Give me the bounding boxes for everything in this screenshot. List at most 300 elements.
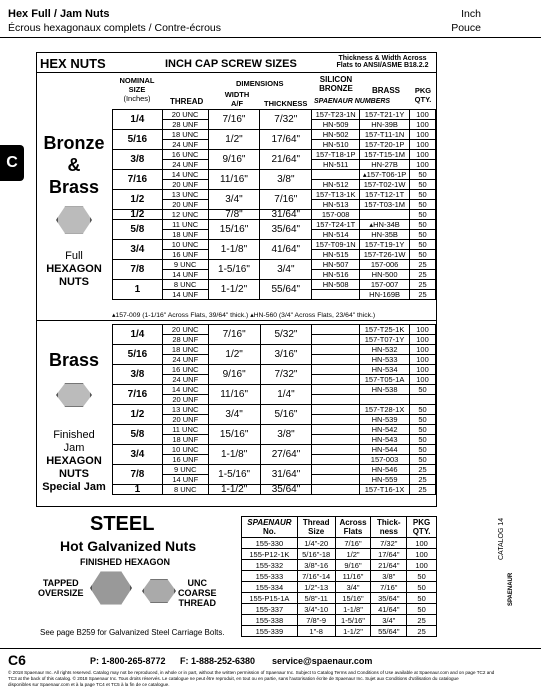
steel-cell: 1-1/2" — [335, 626, 371, 637]
thickness-cell: 7/16" — [260, 190, 312, 210]
width-cell: 1-1/2" — [208, 280, 260, 300]
silicon-bronze-cell: HN-514 — [312, 230, 360, 240]
size-cell: 1/4 — [113, 325, 163, 345]
silicon-bronze-cell — [312, 355, 360, 365]
steel-see-page: See page B259 for Galvanized Steel Carriage Bolts. — [40, 628, 225, 637]
silicon-bronze-cell — [312, 425, 360, 435]
width-cell: 9/16" — [208, 150, 260, 170]
thickness-cell: 41/64" — [260, 240, 312, 260]
width-cell: 1/2" — [208, 345, 260, 365]
silicon-bronze-cell: 157-T24-1T — [312, 220, 360, 230]
pkg-cell: 100 — [410, 150, 436, 160]
steel-col-pkg: PKG QTY. — [407, 517, 437, 538]
pkg-cell: 100 — [410, 140, 436, 150]
silicon-bronze-cell: HN-513 — [312, 200, 360, 210]
pkg-cell: 50 — [410, 455, 436, 465]
brass-cell: HN-533 — [360, 355, 410, 365]
brass-cell: 157-T15-1M — [360, 150, 410, 160]
silicon-bronze-cell — [312, 365, 360, 375]
size-cell: 7/8 — [113, 465, 163, 485]
main-title: HEX NUTS — [40, 56, 106, 71]
steel-cell: 3/4" — [371, 615, 407, 626]
steel-cell: 55/64" — [371, 626, 407, 637]
width-cell: 7/8" — [208, 210, 260, 220]
col-thickness: THICKNESS — [264, 99, 308, 108]
thickness-cell: 17/64" — [260, 130, 312, 150]
main-note: Thickness & Width Across Flats to ANSI/ASME B18.2.2 — [336, 55, 429, 69]
silicon-bronze-cell — [312, 290, 360, 300]
brass-cell: 157-T21-1Y — [360, 110, 410, 120]
pkg-cell: 25 — [410, 485, 436, 495]
pkg-cell: 100 — [410, 375, 436, 385]
brass-cell: HN-534 — [360, 365, 410, 375]
tapped-oversize-label: TAPPED OVERSIZE — [38, 578, 84, 598]
steel-cell: 1-5/16" — [335, 615, 371, 626]
steel-cell: 9/16" — [335, 560, 371, 571]
steel-cell: 155-332 — [242, 560, 298, 571]
brass-cell: HN-39B — [360, 120, 410, 130]
steel-cell: 7/16" — [371, 582, 407, 593]
pkg-cell: 100 — [410, 160, 436, 170]
size-cell: 5/8 — [113, 220, 163, 240]
pkg-cell: 50 — [410, 220, 436, 230]
width-cell: 1-5/16" — [208, 260, 260, 280]
silicon-bronze-cell — [312, 405, 360, 415]
table-row — [242, 604, 437, 615]
silicon-bronze-cell — [312, 325, 360, 335]
steel-cell: 50 — [407, 604, 437, 615]
table-row — [113, 365, 436, 375]
steel-cell: 1/4"-20 — [297, 538, 335, 549]
silicon-bronze-cell: HN-502 — [312, 130, 360, 140]
col-spaenaur-numbers: SPAENAUR NUMBERS — [314, 98, 391, 105]
pkg-cell: 50 — [410, 250, 436, 260]
brass-cell: 157-006 — [360, 260, 410, 270]
silicon-bronze-cell — [312, 435, 360, 445]
table-row — [113, 150, 436, 160]
thread-cell: 11 UNC — [162, 425, 208, 435]
pkg-cell: 50 — [410, 405, 436, 415]
pkg-cell: 50 — [410, 435, 436, 445]
footer-legal: © 2018 Spaenaur Inc. All rights reserved. Catalog may not be reproduced, in whole or in part, without the written permission of Spaenaur Inc. Subject to Catalog Terms and Conditions of Use available at Spaenaur.com and on page TC2 and TC3 at the back of this catalog. © 2018 Spaenaur Inc. Tous droits réservés. Le catalogue ne peut être reproduit, en tout ou en partie, sans l'autorisation écrite de Spaenaur Inc. Sujet aux Conditions d'utilisation du catalogue disponibles sur Spaenaur.com et à la page TC4 et TC5 à la fin de ce catalogue. — [8, 670, 495, 687]
pkg-cell: 100 — [410, 335, 436, 345]
steel-cell: 7/32" — [371, 538, 407, 549]
width-cell: 11/16" — [208, 385, 260, 405]
pkg-cell: 50 — [410, 240, 436, 250]
steel-cell: 35/64" — [371, 593, 407, 604]
brass-cell: ▴HN-34B — [360, 220, 410, 230]
table-row — [113, 170, 436, 180]
silicon-bronze-cell — [312, 385, 360, 395]
jam-hexagon-label: Finished Jam HEXAGON NUTS Special Jam — [42, 429, 106, 493]
size-cell: 1 — [113, 485, 163, 495]
silicon-bronze-cell: HN-509 — [312, 120, 360, 130]
steel-cell: 100 — [407, 549, 437, 560]
steel-cell: 3/4" — [335, 582, 371, 593]
steel-cell: 17/64" — [371, 549, 407, 560]
thread-cell: 14 UNC — [162, 170, 208, 180]
thickness-cell: 1/4" — [260, 385, 312, 405]
steel-cell: 155-330 — [242, 538, 298, 549]
pkg-cell: 25 — [410, 270, 436, 280]
silicon-bronze-cell — [312, 345, 360, 355]
thread-cell: 20 UNF — [162, 180, 208, 190]
bronze-table — [112, 109, 436, 300]
table-row — [113, 445, 436, 455]
width-cell: 9/16" — [208, 365, 260, 385]
table-row — [113, 425, 436, 435]
thread-cell: 8 UNC — [162, 280, 208, 290]
section-tab: C — [0, 145, 24, 181]
thickness-cell: 31/64" — [260, 465, 312, 485]
footer-fax: F: 1-888-252-6380 — [180, 656, 256, 666]
thread-cell: 28 UNF — [162, 120, 208, 130]
steel-cell: 50 — [407, 593, 437, 604]
width-cell: 1-1/8" — [208, 240, 260, 260]
table-row — [242, 615, 437, 626]
brass-cell: 157-T05-1A — [360, 375, 410, 385]
table-row — [113, 405, 436, 415]
silicon-bronze-cell: HN-511 — [312, 160, 360, 170]
width-cell: 1/2" — [208, 130, 260, 150]
width-cell: 1-1/8" — [208, 445, 260, 465]
bronze-footnote: ▴157-009 (1-1/16" Across Flats, 39/64" thick.) ▴HN-560 (3/4" Across Flats, 23/64" thick.) — [112, 312, 376, 319]
silicon-bronze-cell: HN-515 — [312, 250, 360, 260]
width-cell: 1-5/16" — [208, 465, 260, 485]
steel-cell: 155-338 — [242, 615, 298, 626]
thickness-cell: 5/16" — [260, 405, 312, 425]
table-row — [113, 485, 436, 495]
brass-cell: 157-T19-1Y — [360, 240, 410, 250]
silicon-bronze-cell: 157-T09-1N — [312, 240, 360, 250]
thread-cell: 16 UNC — [162, 365, 208, 375]
steel-cell: 3/8"-16 — [297, 560, 335, 571]
steel-cell: 5/8"-11 — [297, 593, 335, 604]
thread-cell: 16 UNF — [162, 250, 208, 260]
pkg-cell: 25 — [410, 475, 436, 485]
brass-cell: HN-542 — [360, 425, 410, 435]
bronze-brass-label: Bronze & Brass — [43, 133, 105, 197]
steel-cell: 50 — [407, 582, 437, 593]
thread-cell: 20 UNC — [162, 325, 208, 335]
col-silicon-bronze: SILICON BRONZE — [319, 75, 353, 93]
thickness-cell: 3/4" — [260, 260, 312, 280]
silicon-bronze-cell: 157-T23-1N — [312, 110, 360, 120]
size-cell: 1/4 — [113, 110, 163, 130]
size-cell: 7/8 — [113, 260, 163, 280]
col-pkg: PKG QTY. — [414, 86, 432, 104]
brass-cell — [360, 395, 410, 405]
unit-label-fr: Pouce — [451, 22, 481, 34]
steel-cell: 1"-8 — [297, 626, 335, 637]
thread-cell: 20 UNF — [162, 200, 208, 210]
table-row — [242, 560, 437, 571]
silicon-bronze-cell: 157-T18-1P — [312, 150, 360, 160]
pkg-cell: 50 — [410, 180, 436, 190]
thread-cell: 13 UNC — [162, 405, 208, 415]
brass-cell: 157-T25-1K — [360, 325, 410, 335]
pkg-cell: 50 — [410, 230, 436, 240]
pkg-cell: 100 — [410, 355, 436, 365]
silicon-bronze-cell: HN-510 — [312, 140, 360, 150]
unit-label: Inch — [461, 8, 481, 20]
size-cell: 3/8 — [113, 365, 163, 385]
thread-cell: 11 UNC — [162, 220, 208, 230]
table-row — [113, 325, 436, 335]
steel-cell: 155-333 — [242, 571, 298, 582]
thread-cell: 9 UNC — [162, 465, 208, 475]
silicon-bronze-cell: HN-508 — [312, 280, 360, 290]
table-row — [242, 549, 437, 560]
thread-cell: 16 UNF — [162, 455, 208, 465]
table-row — [242, 538, 437, 549]
silicon-bronze-cell — [312, 485, 360, 495]
steel-cell: 155-337 — [242, 604, 298, 615]
table-row — [113, 110, 436, 120]
col-thread: THREAD — [170, 97, 204, 106]
pkg-cell: 100 — [410, 110, 436, 120]
width-cell: 15/16" — [208, 220, 260, 240]
steel-cell: 50 — [407, 571, 437, 582]
silicon-bronze-cell — [312, 335, 360, 345]
page-title: Hex Full / Jam Nuts — [8, 8, 110, 20]
steel-cell: 7/8"-9 — [297, 615, 335, 626]
thickness-cell: 3/16" — [260, 345, 312, 365]
col-brass: BRASS — [372, 86, 401, 95]
thread-cell: 10 UNC — [162, 445, 208, 455]
brass-table — [112, 324, 436, 495]
table-row — [113, 385, 436, 395]
thread-cell: 14 UNF — [162, 290, 208, 300]
thread-cell: 9 UNC — [162, 260, 208, 270]
table-row — [113, 465, 436, 475]
steel-subtitle: Hot Galvanized Nuts — [60, 538, 197, 554]
brass-cell: HN-500 — [360, 270, 410, 280]
steel-cell: 3/4"-10 — [297, 604, 335, 615]
silicon-bronze-cell — [312, 415, 360, 425]
table-row — [113, 190, 436, 200]
brass-cell: 157-T07-1Y — [360, 335, 410, 345]
thread-cell: 18 UNC — [162, 345, 208, 355]
brass-cell: 157-T12-1T — [360, 190, 410, 200]
silicon-bronze-cell — [312, 465, 360, 475]
steel-cell: 155-334 — [242, 582, 298, 593]
table-row — [242, 571, 437, 582]
steel-col-thread: Thread Size — [297, 517, 335, 538]
pkg-cell: 50 — [410, 170, 436, 180]
table-row — [242, 582, 437, 593]
thickness-cell: 27/64" — [260, 445, 312, 465]
silicon-bronze-cell: HN-507 — [312, 260, 360, 270]
main-subtitle: INCH CAP SCREW SIZES — [165, 58, 297, 70]
width-cell: 3/4" — [208, 405, 260, 425]
full-hexagon-label: Full HEXAGON NUTS — [46, 250, 102, 288]
table-row — [242, 593, 437, 604]
brass-label: Brass — [48, 350, 100, 370]
brass-cell: 157-003 — [360, 455, 410, 465]
steel-cell: 155-P12-1K — [242, 549, 298, 560]
pkg-cell: 100 — [410, 130, 436, 140]
steel-cell: 15/16" — [335, 593, 371, 604]
brass-cell: HN-27B — [360, 160, 410, 170]
size-cell: 5/16 — [113, 130, 163, 150]
size-cell: 5/8 — [113, 425, 163, 445]
thickness-cell: 3/8" — [260, 170, 312, 190]
pkg-cell — [410, 395, 436, 405]
thread-cell: 14 UNF — [162, 270, 208, 280]
steel-col-thickness: Thick- ness — [371, 517, 407, 538]
steel-cell: 21/64" — [371, 560, 407, 571]
brass-cell: HN-544 — [360, 445, 410, 455]
steel-cell: 155-P15-1A — [242, 593, 298, 604]
silicon-bronze-cell: 157-T13-1K — [312, 190, 360, 200]
brass-cell: HN-538 — [360, 385, 410, 395]
silicon-bronze-cell: HN-512 — [312, 180, 360, 190]
brass-cell — [360, 210, 410, 220]
silicon-bronze-cell — [312, 170, 360, 180]
steel-cell: 25 — [407, 626, 437, 637]
footer-phone: P: 1-800-265-8772 — [90, 656, 166, 666]
width-cell: 3/4" — [208, 190, 260, 210]
brand-logo: SPAENAUR — [508, 572, 514, 606]
pkg-cell: 25 — [410, 260, 436, 270]
thread-cell: 24 UNF — [162, 355, 208, 365]
galv-nut-icon — [90, 570, 132, 606]
silicon-bronze-cell — [312, 455, 360, 465]
thread-cell: 14 UNC — [162, 385, 208, 395]
brass-cell: 157-T28-1X — [360, 405, 410, 415]
size-cell: 7/16 — [113, 170, 163, 190]
thickness-cell: 3/8" — [260, 425, 312, 445]
size-cell: 1/2 — [113, 405, 163, 425]
steel-cell: 1/2"-13 — [297, 582, 335, 593]
pkg-cell: 100 — [410, 365, 436, 375]
galv-nut-side-icon — [142, 578, 176, 604]
pkg-cell: 25 — [410, 465, 436, 475]
col-dimensions: DIMENSIONS — [236, 79, 284, 88]
width-cell: 7/16" — [208, 325, 260, 345]
thread-cell: 24 UNF — [162, 160, 208, 170]
brass-cell: 157-T26-1W — [360, 250, 410, 260]
size-cell: 1/2 — [113, 190, 163, 210]
pkg-cell: 100 — [410, 325, 436, 335]
size-cell: 1 — [113, 280, 163, 300]
size-cell: 1/2 — [113, 210, 163, 220]
brass-cell: ▴157-T06-1P — [360, 170, 410, 180]
table-row — [113, 260, 436, 270]
steel-col-across: Across Flats — [335, 517, 371, 538]
thread-cell: 20 UNF — [162, 395, 208, 405]
width-cell: 1-1/2" — [208, 485, 260, 495]
steel-title: STEEL — [90, 513, 155, 535]
pkg-cell: 25 — [410, 280, 436, 290]
brass-cell: 157-T16-1X — [360, 485, 410, 495]
brass-cell: HN-532 — [360, 345, 410, 355]
pkg-cell: 50 — [410, 210, 436, 220]
steel-cell: 100 — [407, 560, 437, 571]
thread-cell: 18 UNF — [162, 230, 208, 240]
thickness-cell: 7/32" — [260, 110, 312, 130]
silicon-bronze-cell: 157-008 — [312, 210, 360, 220]
pkg-cell: 50 — [410, 445, 436, 455]
thickness-cell: 21/64" — [260, 150, 312, 170]
pkg-cell: 50 — [410, 385, 436, 395]
brass-cell: 157-T03-1M — [360, 200, 410, 210]
width-cell: 11/16" — [208, 170, 260, 190]
brass-cell: HN-169B — [360, 290, 410, 300]
steel-cell: 41/64" — [371, 604, 407, 615]
thread-cell: 14 UNF — [162, 475, 208, 485]
thread-cell: 18 UNC — [162, 130, 208, 140]
thread-cell: 24 UNF — [162, 140, 208, 150]
catalog-label: CATALOG 14 — [498, 517, 505, 560]
brass-cell: HN-539 — [360, 415, 410, 425]
steel-col-no: SPAENAUR No. — [242, 517, 298, 538]
brass-cell: HN-543 — [360, 435, 410, 445]
brass-cell: 157-T20-1P — [360, 140, 410, 150]
brass-cell: 157-T11-1N — [360, 130, 410, 140]
silicon-bronze-cell — [312, 475, 360, 485]
thread-cell: 8 UNC — [162, 485, 208, 495]
thread-cell: 24 UNF — [162, 375, 208, 385]
thread-cell: 10 UNC — [162, 240, 208, 250]
col-width: WIDTH A/F — [224, 90, 250, 108]
pkg-cell: 25 — [410, 290, 436, 300]
size-cell: 7/16 — [113, 385, 163, 405]
thickness-cell: 55/64" — [260, 280, 312, 300]
size-cell: 5/16 — [113, 345, 163, 365]
silicon-bronze-cell — [312, 445, 360, 455]
silicon-bronze-cell — [312, 375, 360, 385]
thread-cell: 18 UNF — [162, 435, 208, 445]
thread-cell: 12 UNC — [162, 210, 208, 220]
thread-cell: 28 UNF — [162, 335, 208, 345]
brass-cell: HN-546 — [360, 465, 410, 475]
size-cell: 3/4 — [113, 445, 163, 465]
brass-cell: 157-T02-1W — [360, 180, 410, 190]
steel-cell: 3/8" — [371, 571, 407, 582]
table-row — [113, 280, 436, 290]
pkg-cell: 50 — [410, 190, 436, 200]
brass-cell: 157-007 — [360, 280, 410, 290]
steel-cell: 7/16"-14 — [297, 571, 335, 582]
footer-email[interactable]: service@spaenaur.com — [272, 656, 373, 666]
col-nominal: NOMINAL SIZE (Inches) — [119, 76, 155, 103]
steel-cell: 11/16" — [335, 571, 371, 582]
table-row — [113, 240, 436, 250]
brass-cell: HN-559 — [360, 475, 410, 485]
pkg-cell: 50 — [410, 200, 436, 210]
steel-cell: 1-1/8" — [335, 604, 371, 615]
size-cell: 3/4 — [113, 240, 163, 260]
steel-finish: FINISHED HEXAGON — [80, 557, 171, 567]
width-cell: 7/16" — [208, 110, 260, 130]
silicon-bronze-cell: HN-516 — [312, 270, 360, 280]
table-row — [113, 210, 436, 220]
width-cell: 15/16" — [208, 425, 260, 445]
thickness-cell: 35/64" — [260, 220, 312, 240]
thread-cell: 13 UNC — [162, 190, 208, 200]
silicon-bronze-cell — [312, 395, 360, 405]
steel-cell: 7/16" — [335, 538, 371, 549]
table-row — [242, 626, 437, 637]
unc-coarse-label: UNC COARSE THREAD — [178, 578, 217, 608]
steel-cell: 155-339 — [242, 626, 298, 637]
steel-cell: 25 — [407, 615, 437, 626]
pkg-cell: 50 — [410, 425, 436, 435]
thickness-cell: 5/32" — [260, 325, 312, 345]
pkg-cell: 100 — [410, 120, 436, 130]
